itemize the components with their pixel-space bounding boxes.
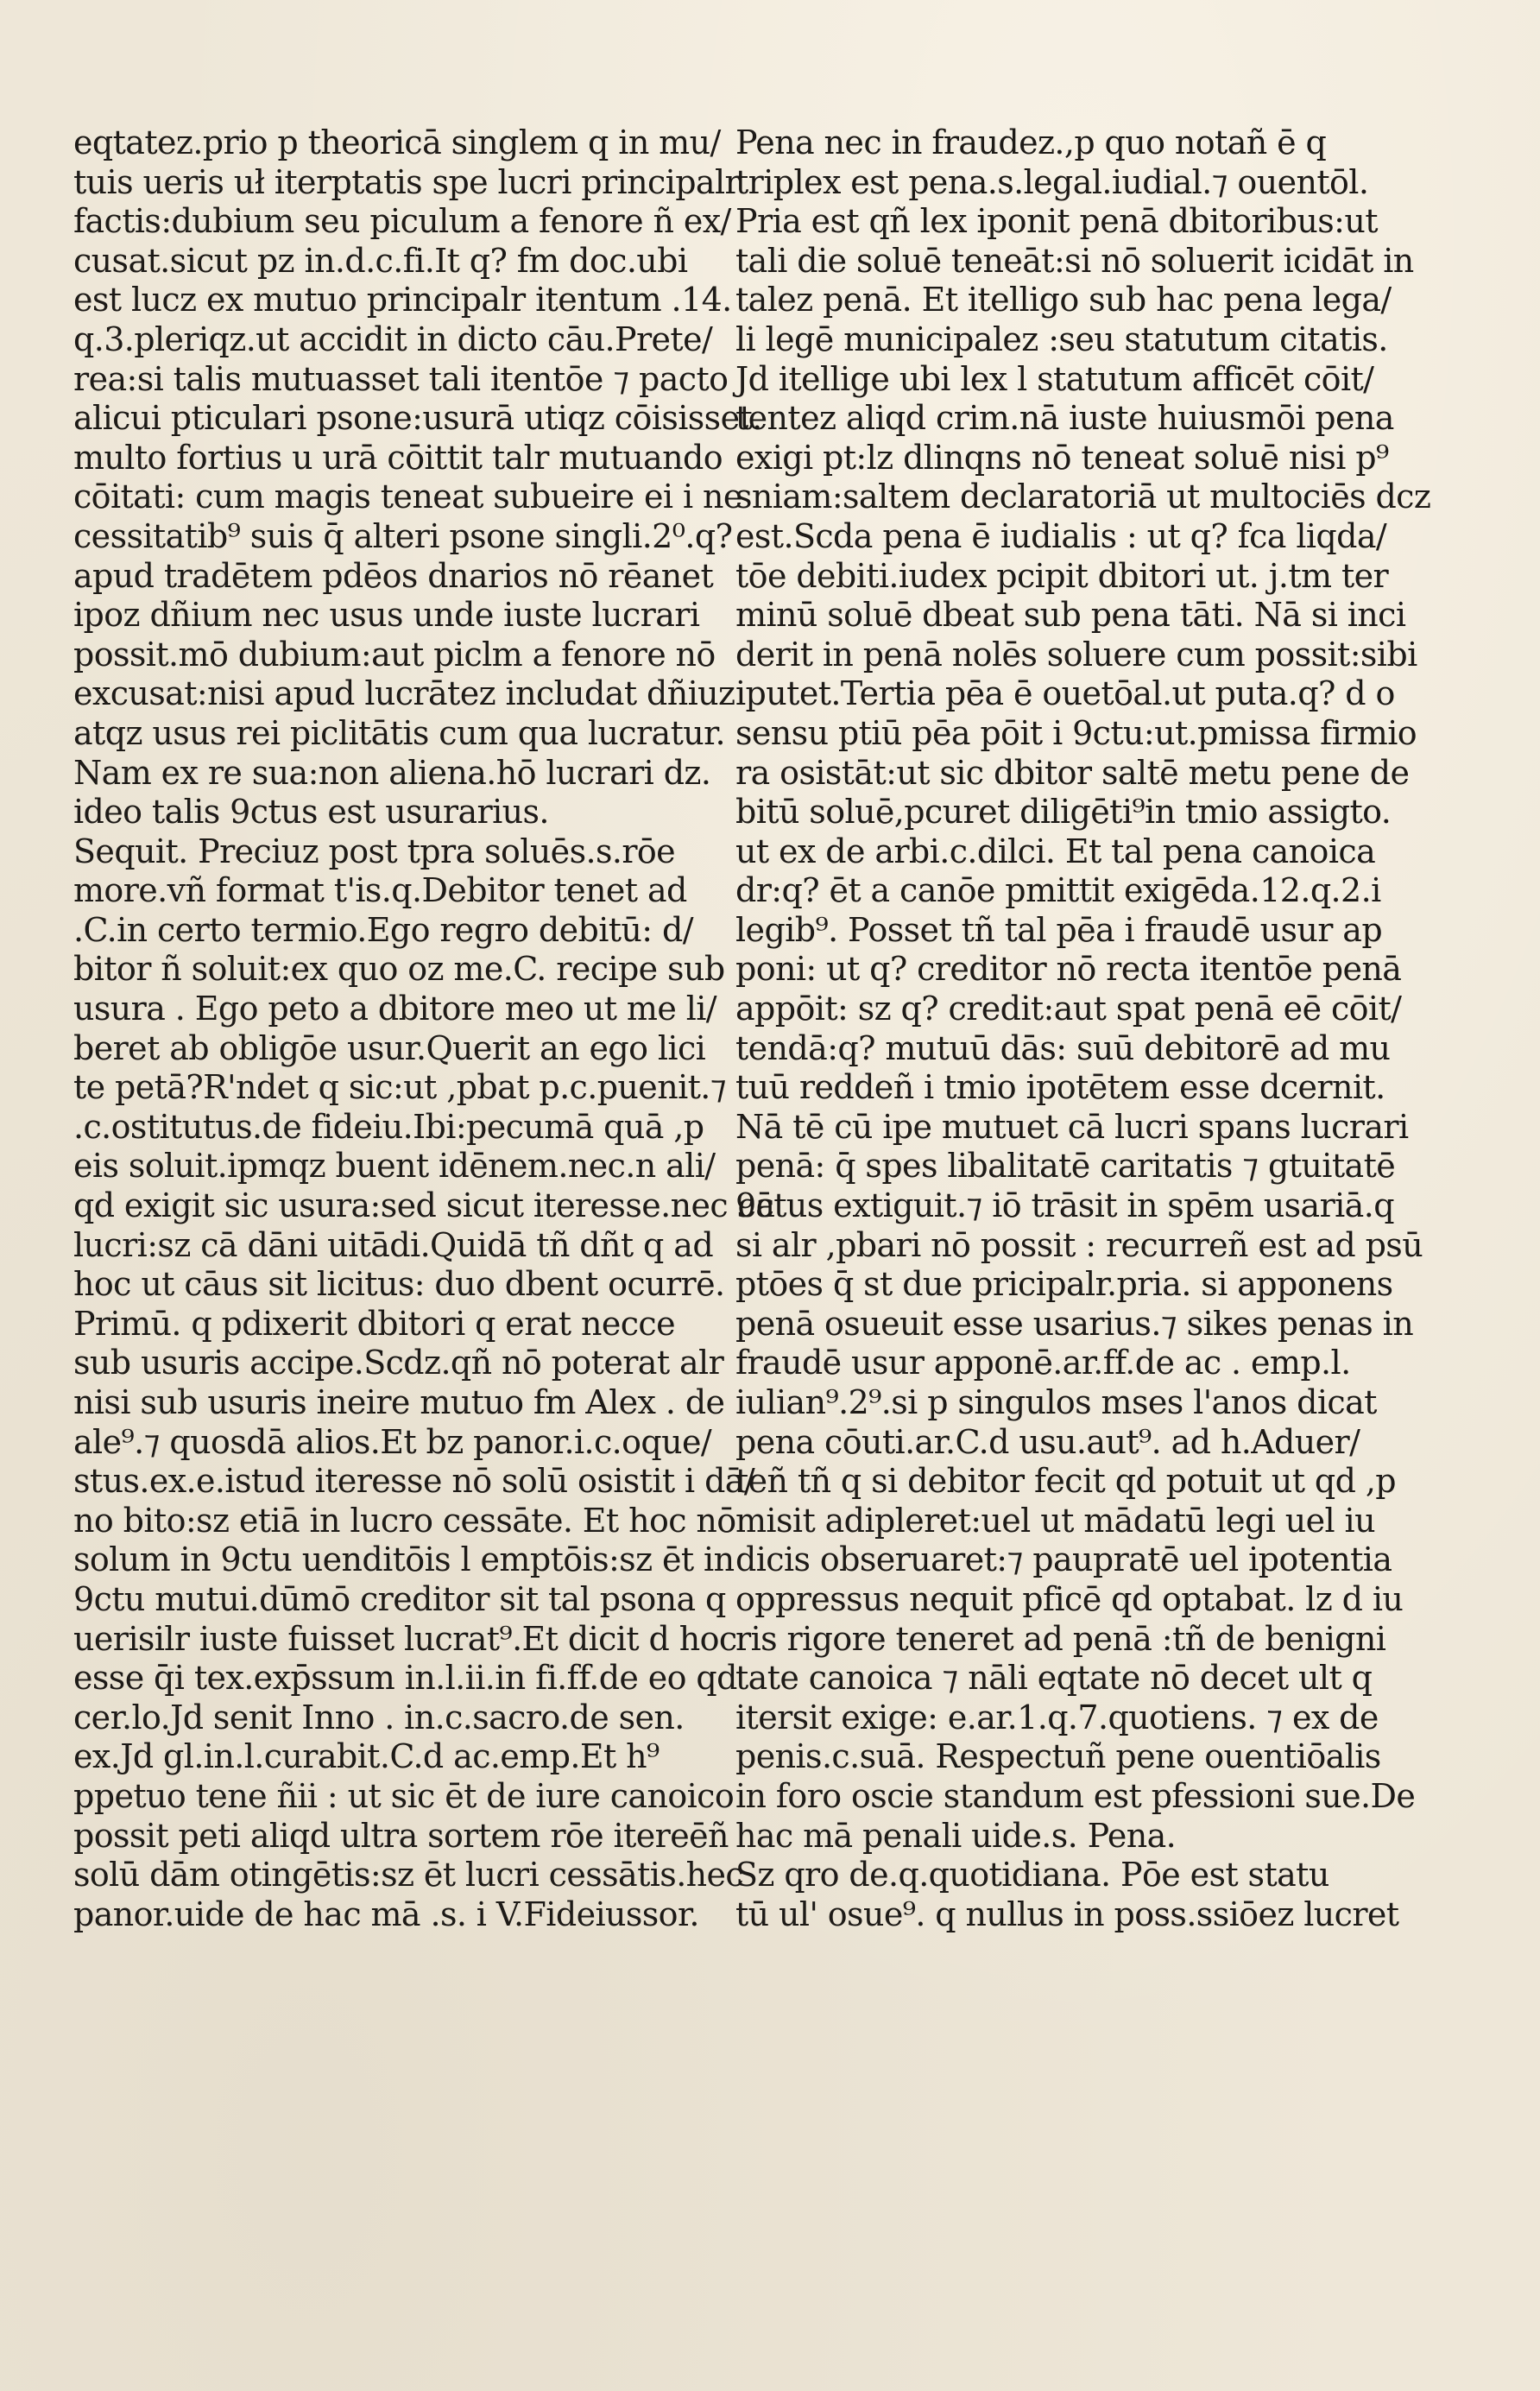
right-column-line: penā: q̄ spes libalitatē caritatis ⁊ gtuitatē bbox=[735, 1147, 1396, 1186]
left-column-line: bitor ñ soluit:ex quo oz me.C. recipe sub bbox=[73, 950, 725, 989]
right-column-line: dr:q? ēt a canōe pmittit exigēda.12.q.2.i bbox=[735, 871, 1381, 910]
left-column-line: possit.mō dubium:aut piclm a fenore nō bbox=[73, 635, 716, 674]
right-column-line: triplex est pena.s.legal.iudial.⁊ ouentōl. bbox=[735, 162, 1369, 201]
right-column-line: fraudē usur apponē.ar.ff.de ac . emp.l. bbox=[735, 1344, 1351, 1382]
left-column-line: .c.ostitutus.de fideiu.Ibi:pecumā quā ,p bbox=[73, 1107, 704, 1146]
left-column-line: solum in 9ctu uenditōis l emptōis:sz ēt in bbox=[73, 1540, 735, 1579]
left-column-line: Primū. q pdixerit dbitori q erat necce bbox=[73, 1304, 675, 1343]
right-column-line: oppressus nequit pficē qd optabat. lz d iu bbox=[735, 1579, 1404, 1618]
right-column-line: sniam:saltem declaratoriā ut multociēs dcz bbox=[735, 478, 1431, 516]
right-column-line: poni: ut q? creditor nō recta itentōe penā bbox=[735, 950, 1402, 989]
left-column-line: beret ab obligōe usur.Querit an ego lici bbox=[73, 1028, 706, 1067]
left-column-line: te petā?R'ndet q sic:ut ,pbat p.c.puenit.⁊ bbox=[73, 1068, 727, 1107]
right-column-line: Pena nec in fraudez.,p quo notañ ē q bbox=[735, 123, 1327, 161]
right-column-line: derit in penā nolēs soluere cum possit:sibi bbox=[735, 635, 1417, 674]
left-column-line: cer.lo.Jd senit Inno . in.c.sacro.de sen. bbox=[73, 1698, 685, 1736]
right-column-line: itersit exige: e.ar.1.q.7.quotiens. ⁊ ex de bbox=[735, 1698, 1379, 1736]
left-column-line: lucri:sz cā dāni uitādi.Quidā tñ dñt q ad bbox=[73, 1225, 714, 1264]
right-column-line: si alr ,pbari nō possit : recurreñ est ad psū bbox=[735, 1225, 1423, 1264]
left-column-line: sub usuris accipe.Scdz.qñ nō poterat alr bbox=[73, 1344, 724, 1382]
right-column-line: est.Scda pena ē iudialis : ut q? fca liqda/ bbox=[735, 516, 1387, 555]
left-column-line: rea:si talis mutuasset tali itentōe ⁊ pacto bbox=[73, 359, 729, 398]
left-column-line: multo fortius u urā cōittit talr mutuando bbox=[73, 438, 723, 477]
left-column-line: Nam ex re sua:non aliena.hō lucrari dz. bbox=[73, 753, 711, 792]
left-column-line: possit peti aliqd ultra sortem rōe itereēñ bbox=[73, 1816, 729, 1855]
right-column-line: iputet.Tertia pēa ē ouetōal.ut puta.q? d o bbox=[735, 674, 1395, 713]
left-column-line: cessitatib⁹ suis q̄ alteri psone singli.2⁰.q? bbox=[73, 516, 733, 555]
left-column-line: ppetuo tene ñii : ut sic ēt de iure canoico bbox=[73, 1776, 735, 1815]
right-column-line: misit adipleret:uel ut mādatū legi uel iu bbox=[735, 1501, 1375, 1540]
right-column-line: bitū soluē,pcuret diligēti⁹in tmio assigto. bbox=[735, 793, 1392, 832]
left-column-line: .C.in certo termio.Ego regro debitū: d/ bbox=[73, 910, 693, 949]
right-column-line: hac mā penali uide.s. Pena. bbox=[735, 1816, 1177, 1855]
left-column-line: ipoz dñium nec usus unde iuste lucrari bbox=[73, 596, 700, 635]
left-column-line: ale⁹.⁊ quosdā alios.Et bz panor.i.c.oque/ bbox=[73, 1422, 712, 1461]
right-column-line: ut ex de arbi.c.dilci. Et tal pena canoica bbox=[735, 832, 1376, 870]
left-column-line: hoc ut cāus sit licitus: duo dbent ocurrē. bbox=[73, 1265, 725, 1304]
right-column-line: exigi pt:lz dlinqns nō teneat soluē nisi p⁹ bbox=[735, 438, 1389, 477]
right-column-line: iulian⁹.2⁹.si p singulos mses l'anos dicat bbox=[735, 1383, 1377, 1421]
right-column-line: Sz qro de.q.quotidiana. Pōe est statu bbox=[735, 1856, 1329, 1894]
right-column-line: tōe debiti.iudex pcipit dbitori ut. j.tm ter bbox=[735, 556, 1389, 595]
left-column-line: cusat.sicut pz in.d.c.fi.It q? fm doc.ubi bbox=[73, 241, 688, 280]
right-column-line: tentez aliqd crim.nā iuste huiusmōi pena bbox=[735, 399, 1394, 438]
right-column-line: minū soluē dbeat sub pena tāti. Nā si inci bbox=[735, 596, 1406, 635]
left-column-line: nisi sub usuris ineire mutuo fm Alex . de bbox=[73, 1383, 725, 1421]
left-column-line: uerisilr iuste fuisset lucrat⁹.Et dicit d hoc bbox=[73, 1619, 737, 1658]
left-column-line: Sequit. Preciuz post tpra soluēs.s.rōe bbox=[73, 832, 676, 870]
left-column-line: stus.ex.e.istud iteresse nō solū osistit i dā/ bbox=[73, 1462, 755, 1501]
right-column-line: ris rigore teneret ad penā :tñ de benigni bbox=[735, 1619, 1386, 1658]
right-column-line: tū ul' osue⁹. q nullus in poss.ssiōez lucret bbox=[735, 1894, 1399, 1933]
left-column-line: atqz usus rei piclitātis cum qua lucratur. bbox=[73, 713, 726, 752]
left-column-line: apud tradētem pdēos dnarios nō rēanet bbox=[73, 556, 714, 595]
right-column-line: penā osueuit esse usarius.⁊ sikes penas in bbox=[735, 1304, 1414, 1343]
right-column-line: tali die soluē teneāt:si nō soluerit icidāt in bbox=[735, 241, 1414, 280]
right-column-line: Nā tē cū ipe mutuet cā lucri spans lucrari bbox=[735, 1107, 1409, 1146]
right-column-line: appōit: sz q? credit:aut spat penā eē cōit/ bbox=[735, 990, 1402, 1028]
left-column-line: tuis ueris uł iterptatis spe lucri principalr bbox=[73, 162, 741, 201]
left-column-line: ideo talis 9ctus est usurarius. bbox=[73, 793, 549, 832]
left-column-line: ex.Jd gl.in.l.curabit.C.d ac.emp.Et h⁹ bbox=[73, 1737, 660, 1776]
right-column-line: li legē municipalez :seu statutum citatis. bbox=[735, 319, 1388, 358]
left-column-line: factis:dubium seu piculum a fenore ñ ex/ bbox=[73, 202, 731, 241]
left-column-line: cōitati: cum magis teneat subueire ei i ne bbox=[73, 478, 742, 516]
right-column-line: tuū reddeñ i tmio ipotētem esse dcernit. bbox=[735, 1068, 1385, 1107]
right-column-line: teñ tñ q si debitor fecit qd potuit ut qd ,p bbox=[735, 1462, 1397, 1501]
right-column-line: Jd itellige ubi lex l statutum afficēt cōit/ bbox=[735, 359, 1374, 398]
right-column-line: ra osistāt:ut sic dbitor saltē metu pene de bbox=[735, 753, 1410, 792]
left-column-line: est lucz ex mutuo principalr itentum .14. bbox=[73, 281, 732, 319]
left-column-line: 9ctu mutui.dūmō creditor sit tal psona q bbox=[73, 1579, 726, 1618]
left-column-line: alicui pticulari psone:usurā utiqz cōisisset. bbox=[73, 399, 762, 438]
right-column-line: tendā:q? mutuū dās: suū debitorē ad mu bbox=[735, 1028, 1391, 1067]
left-column-line: excusat:nisi apud lucrātez includat dñiuz bbox=[73, 674, 735, 713]
right-column-line: ptōes q̄ st due pricipalr.pria. si apponens bbox=[735, 1265, 1393, 1304]
left-column-line: eis soluit.ipmqz buent idēnem.nec.n ali/ bbox=[73, 1147, 716, 1186]
right-column-line: talez penā. Et itelligo sub hac pena lega/ bbox=[735, 281, 1392, 319]
right-text-column bbox=[735, 123, 1431, 1934]
left-column-line: q.3.pleriqz.ut accidit in dicto cāu.Prete/ bbox=[73, 319, 713, 358]
right-column-line: Pria est qñ lex iponit penā dbitoribus:ut bbox=[735, 202, 1378, 241]
left-column-line: no bito:sz etiā in lucro cessāte. Et hoc nō bbox=[73, 1501, 736, 1540]
left-column-line: solū dām otingētis:sz ēt lucri cessātis.hec bbox=[73, 1856, 744, 1894]
right-column-line: tate canoica ⁊ nāli eqtate nō decet ult q bbox=[735, 1659, 1373, 1698]
right-column-line: dicis obseruaret:⁊ paupratē uel ipotentia bbox=[735, 1540, 1392, 1579]
left-column-line: qd exigit sic usura:sed sicut iteresse.nec cā bbox=[73, 1186, 775, 1225]
left-column-line: eqtatez.prio p theoricā singlem q in mu/ bbox=[73, 123, 721, 161]
left-column-line: panor.uide de hac mā .s. i V.Fideiussor. bbox=[73, 1894, 699, 1933]
right-column-line: 9ctus extiguit.⁊ iō trāsit in spēm usariā.q bbox=[735, 1186, 1394, 1225]
left-column-line: more.vñ format t'is.q.Debitor tenet ad bbox=[73, 871, 687, 910]
right-column-line: sensu ptiū pēa pōit i 9ctu:ut.pmissa firmio bbox=[735, 713, 1417, 752]
right-column-line: pena cōuti.ar.C.d usu.aut⁹. ad h.Aduer/ bbox=[735, 1422, 1360, 1461]
left-text-column bbox=[73, 123, 775, 1934]
right-column-line: legib⁹. Posset tñ tal pēa i fraudē usur ap bbox=[735, 910, 1383, 949]
right-column-line: penis.c.suā. Respectuñ pene ouentiōalis bbox=[735, 1737, 1381, 1776]
right-column-line: in foro oscie standum est pfessioni sue.De bbox=[735, 1776, 1416, 1815]
left-column-line: esse q̄i tex.exp̄ssum in.l.ii.in fi.ff.de eo qd bbox=[73, 1659, 737, 1698]
left-column-line: usura . Ego peto a dbitore meo ut me li/ bbox=[73, 990, 716, 1028]
